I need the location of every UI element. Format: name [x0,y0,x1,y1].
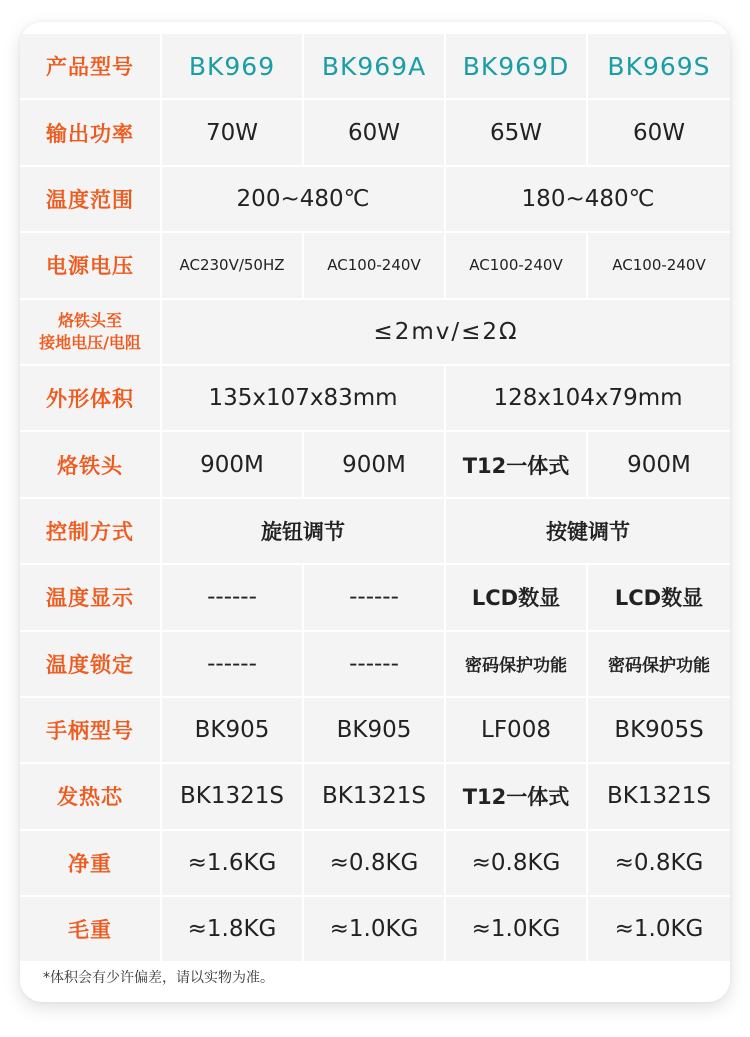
table-cell: AC100-240V [446,233,588,297]
table-cell: 旋钮调节 [162,499,446,563]
table-cell: 70W [162,100,304,164]
model-header: BK969 [162,34,304,98]
table-cell: 65W [446,100,588,164]
table-cell: 180~480℃ [446,167,730,231]
table-cell: AC100-240V [304,233,446,297]
table-cell: 900M [588,432,730,496]
table-cell: ≈1.0KG [446,897,588,961]
table-cell: 900M [162,432,304,496]
table-cell: ≤2mv/≤2Ω [162,300,730,364]
row-label-lock: 温度锁定 [20,632,162,696]
table-cell: ≈1.0KG [588,897,730,961]
model-header: BK969A [304,34,446,98]
table-cell: ------ [162,632,304,696]
table-cell: T12一体式 [446,764,588,828]
spec-table [20,34,730,963]
table-cell: ≈1.8KG [162,897,304,961]
table-cell: BK905S [588,698,730,762]
table-cell: AC100-240V [588,233,730,297]
footnote: *体积会有少许偏差，请以实物为准。 [43,970,274,986]
spec-card [20,22,730,1002]
table-cell: 900M [304,432,446,496]
table-cell: LF008 [446,698,588,762]
row-label-gross-weight: 毛重 [20,897,162,961]
table-cell: ≈0.8KG [588,831,730,895]
row-label-line: 烙铁头至 [57,310,122,330]
row-label-line: 接地电压/电阻 [39,332,141,352]
table-cell: 128x104x79mm [446,366,730,430]
table-cell: 60W [304,100,446,164]
row-label-heater: 发热芯 [20,764,162,828]
row-label-control: 控制方式 [20,499,162,563]
table-cell: 按键调节 [446,499,730,563]
table-cell: BK1321S [162,764,304,828]
row-label-tip-ground [20,300,162,364]
table-cell: AC230V/50HZ [162,233,304,297]
table-cell: ≈1.6KG [162,831,304,895]
model-header: BK969S [588,34,730,98]
table-cell: LCD数显 [446,565,588,629]
table-cell: BK905 [162,698,304,762]
table-cell: 60W [588,100,730,164]
row-label-tip: 烙铁头 [20,432,162,496]
model-header: BK969D [446,34,588,98]
table-cell: BK1321S [588,764,730,828]
row-label-power: 输出功率 [20,100,162,164]
row-label-handle: 手柄型号 [20,698,162,762]
table-cell: ------ [304,632,446,696]
table-cell: 135x107x83mm [162,366,446,430]
table-cell: ≈0.8KG [304,831,446,895]
table-cell: T12一体式 [446,432,588,496]
table-cell: 密码保护功能 [588,632,730,696]
row-label-model: 产品型号 [20,34,162,98]
table-cell: LCD数显 [588,565,730,629]
table-cell: BK905 [304,698,446,762]
row-label-net-weight: 净重 [20,831,162,895]
table-cell: ------ [162,565,304,629]
row-label-temp-range: 温度范围 [20,167,162,231]
row-label-dimensions: 外形体积 [20,366,162,430]
table-cell: ≈0.8KG [446,831,588,895]
row-label-display: 温度显示 [20,565,162,629]
table-cell: 200~480℃ [162,167,446,231]
table-cell: BK1321S [304,764,446,828]
table-cell: 密码保护功能 [446,632,588,696]
table-cell: ≈1.0KG [304,897,446,961]
row-label-voltage: 电源电压 [20,233,162,297]
table-cell: ------ [304,565,446,629]
